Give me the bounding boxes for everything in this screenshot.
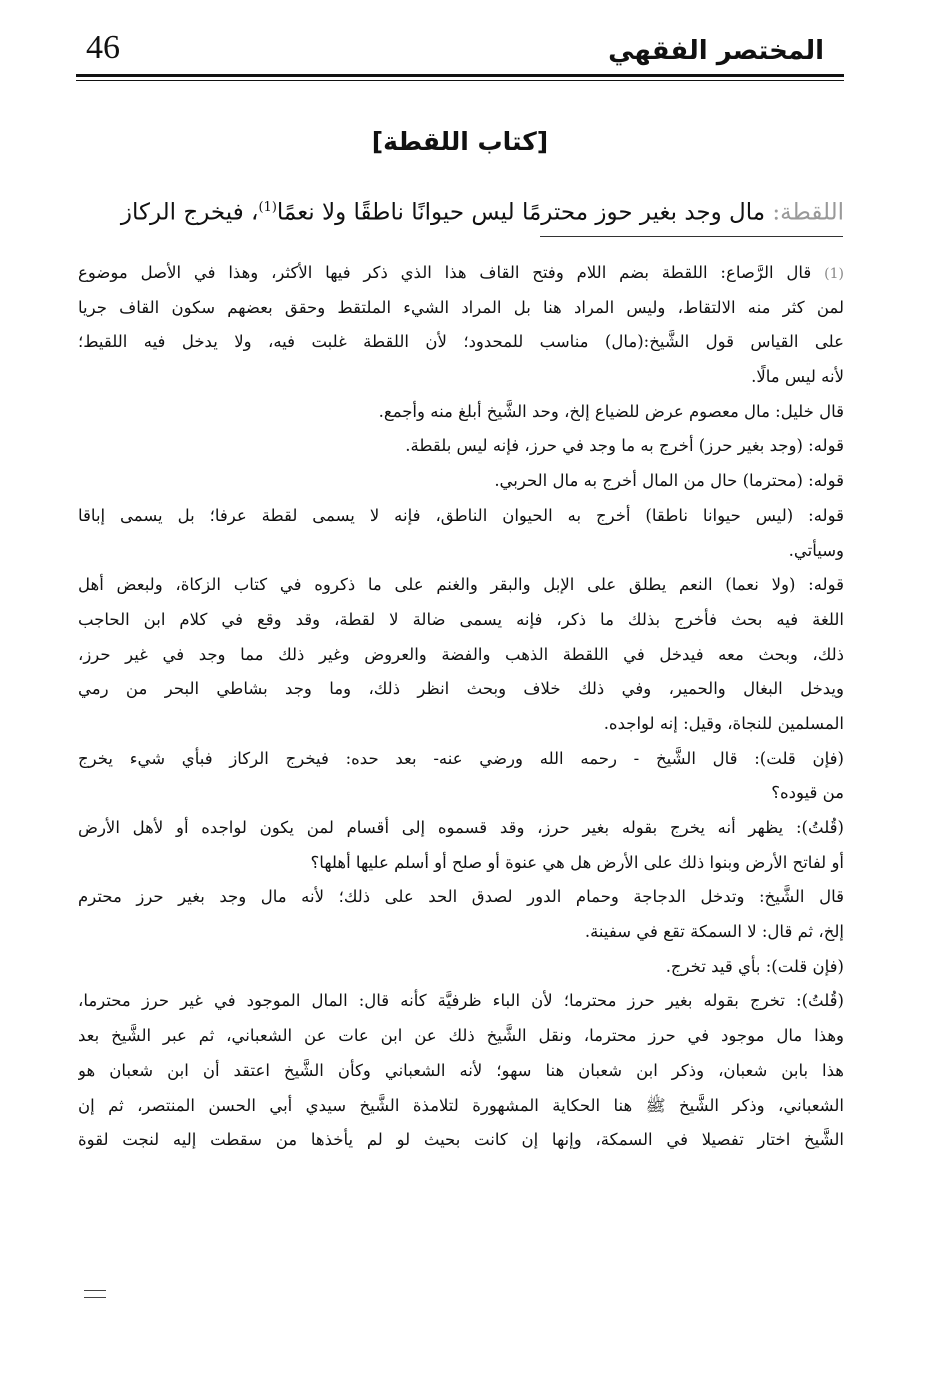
commentary-line: (فإن قلت): قال الشَّيخ - رحمه الله ورضي عنه- بعد حده: فيخرج الركاز فبأي شيء يخرج [78, 748, 844, 768]
commentary-line: ويدخل البغال والحمير، وفي ذلك خلاف وبحث انظر ذلك، وما وجد بشاطي البحر من رمي [78, 679, 844, 699]
commentary-line: إلخ، ثم قال: لا السمكة تقع في سفينة. [584, 922, 844, 942]
commentary-line: هذا بابن شعبان، وذكر ابن شعبان هنا سهو؛ لأنه الشعباني وكأن الشَّيخ اعتقد أن ابن شعبان هو [78, 1060, 844, 1080]
running-title: المختصر الفقهي [608, 36, 824, 66]
footnote-reference: (1) [258, 200, 277, 215]
commentary-line: وسيأتي. [788, 540, 844, 560]
commentary-line: لمن كثر منه الالتقاط، وليس المراد هنا بل المراد الشيء الملتقط وحقق بعضهم سكون القاف جريا [78, 297, 844, 317]
footnote-separator [540, 236, 843, 237]
commentary-line: (فإن قلت): بأي قيد تخرج. [665, 956, 844, 976]
matn-body: مال وجد بغير حوز محترمًا ليس حيوانًا ناطقًا ولا نعمًا [276, 199, 773, 226]
commentary-line: اللغة فيه بحث فأخرج بذلك ما ذكر، فإنه يسمى ضالة لا لقطة، وقد وقع في كلام ابن الحاجب [78, 609, 844, 629]
header-rule-thick [76, 74, 844, 77]
chapter-title: [كتاب اللقطة] [371, 127, 549, 156]
catchword-mark [84, 1290, 106, 1298]
commentary-line: ذلك، وبحث معه فيدخل في اللقطة الذهب والفضة والعروض وغير ذلك مما وجد في غير حرز، [78, 644, 844, 664]
commentary-line: قال الشَّيخ: وتدخل الدجاجة وحمام الدور لصدق الحد على ذلك؛ لأنه مال وجد بغير حرز محترم [78, 887, 844, 907]
commentary-line: وهذا مال موجود في حرز محترما، ونقل الشَّيخ ذلك عن ابن عات عن الشعباني، ثم عبر الشَّيخ بعد [78, 1026, 844, 1046]
commentary-line: قوله: (ليس حيوانا ناطقا) أخرج به الحيوان الناطق، فإنه لا يسمى لقطة عرفا؛ بل يسمى إباقا [78, 505, 844, 525]
page-number: 46 [86, 29, 120, 66]
commentary-line: أو لفاتح الأرض وبنوا ذلك على الأرض هل هي عنوة أو صلح أو أسلم عليها أهلها؟ [310, 852, 844, 872]
commentary-line: (قُلتُ): تخرج بقوله بغير حرز محترما؛ لأن الباء ظرفيَّة كأنه قال: المال الموجود في غير حرز محترما، [78, 991, 844, 1011]
commentary-line: قوله: (محترما) حال من المال أخرج به مال الحربي. [494, 471, 844, 491]
matn-keyword: اللقطة: [772, 199, 844, 226]
commentary-line: الشعباني، وذكر الشَّيخ ﷺ هنا الحكاية المشهورة لتلامذة الشَّيخ سيدي أبي الحسن المنتصر، ثم إن [78, 1095, 844, 1115]
footnote-marker: (1) [824, 266, 844, 282]
commentary-line: (1) قال الرَّصاع: اللقطة بضم اللام وفتح القاف هذا الذي ذكر فيها الأكثر، وهذا في الأصل موضوع [78, 263, 844, 282]
commentary-line: من قيوده؟ [771, 783, 844, 803]
commentary-line: قوله: (وجد بغير حرز) أخرج به ما وجد في حرز، فإنه ليس بلقطة. [405, 436, 844, 456]
commentary-line: الشَّيخ اختار تفصيلا في السمكة، وإنها إن كانت بحيث لو لم يأخذها من سقطت إليه لنجت لقوة [78, 1130, 844, 1150]
commentary-line: على القياس قول الشَّيخ:(مال) مناسب للمحدود؛ لأن اللقطة غلبت فيه، ولا يدخل فيه اللقيط؛ [78, 332, 844, 352]
commentary-block [78, 256, 844, 1326]
commentary-line: لأنه ليس مالًا. [751, 367, 844, 387]
commentary-line: قوله: (ولا نعما) النعم يطلق على الإبل والبقر والغنم على ما ذكروه في كتاب الزكاة، ولبعض أهل [78, 575, 844, 595]
header-rule-thin [76, 80, 844, 81]
commentary-line: المسلمين للنجاة، وقيل: إنه لواجده. [603, 713, 844, 733]
matn-continuation: ، فيخرج الركاز [120, 199, 259, 226]
commentary-line: (قُلتُ): يظهر أنه يخرج بقوله بغير حرز، وقد قسموه إلى أقسام لمن يكون لواجده أو لأهل الأرض [78, 818, 844, 837]
matn-text [76, 186, 844, 235]
page-header [76, 28, 844, 80]
commentary-line: قال خليل: مال معصوم عرض للضياع إلخ، وحد الشَّيخ أبلغ منه وأجمع. [378, 401, 844, 421]
